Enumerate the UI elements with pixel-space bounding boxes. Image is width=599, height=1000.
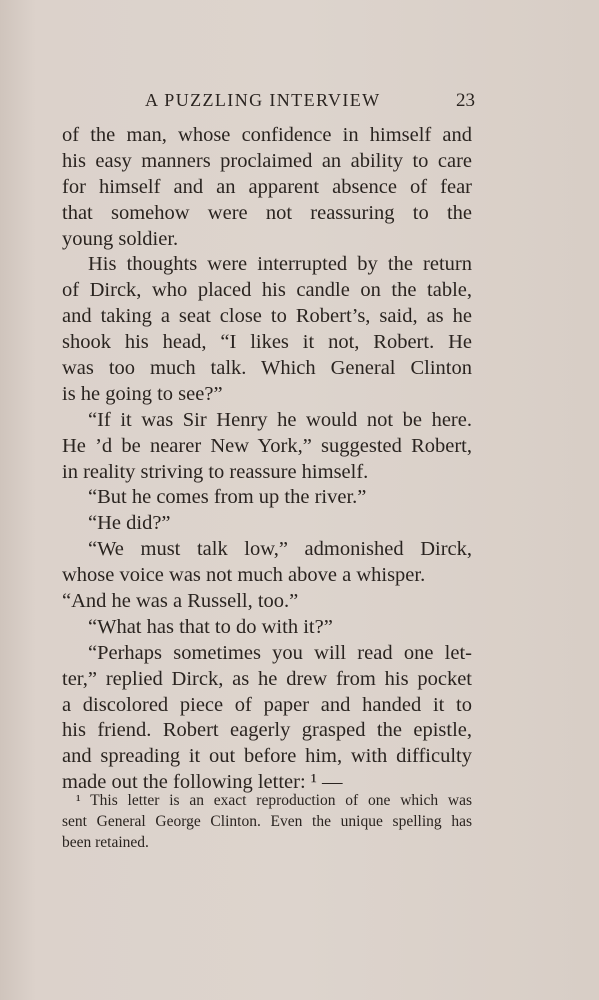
- running-title: A PUZZLING INTERVIEW: [145, 90, 381, 110]
- text-line: “Perhaps sometimes you will read one let-: [88, 641, 472, 664]
- text-line: made out the following letter: ¹ —: [62, 771, 343, 794]
- text-line: his easy manners proclaimed an ability to care: [62, 149, 472, 172]
- text-line: “He did?”: [88, 512, 171, 535]
- text-line: a discolored piece of paper and handed it to: [62, 693, 472, 716]
- text-line: for himself and an apparent absence of fear: [62, 175, 472, 198]
- text-line: “If it was Sir Henry he would not be here.: [88, 408, 472, 431]
- text-line: in reality striving to reassure himself.: [62, 460, 369, 483]
- text-line: “What has that to do with it?”: [88, 615, 333, 638]
- footnote-line: ¹ This letter is an exact reproduction of one which was: [76, 792, 472, 809]
- text-line: ter,” replied Dirck, as he drew from his pocket: [62, 667, 472, 690]
- text-line: that somehow were not reassuring to the: [62, 201, 472, 224]
- text-line: and spreading it out before him, with difficulty: [62, 745, 472, 768]
- text-line: shook his head, “I likes it not, Robert. He: [62, 331, 472, 354]
- footnote: [62, 790, 472, 853]
- text-line: of the man, whose confidence in himself and: [62, 124, 472, 146]
- text-line: “We must talk low,” admonished Dirck,: [88, 538, 472, 561]
- footnote-line: sent General George Clinton. Even the unique spelling has: [62, 813, 472, 830]
- text-line: was too much talk. Which General Clinton: [62, 357, 472, 380]
- text-line: and taking a seat close to Robert’s, said, as he: [62, 305, 472, 328]
- text-line: is he going to see?”: [62, 382, 223, 405]
- text-line: “But he comes from up the river.”: [88, 486, 367, 509]
- text-line: His thoughts were interrupted by the return: [88, 253, 472, 276]
- text-line: young soldier.: [62, 227, 179, 250]
- text-line: He ’d be nearer New York,” suggested Robert,: [62, 434, 472, 457]
- text-line: his friend. Robert eagerly grasped the epistle,: [62, 719, 472, 742]
- text-line: whose voice was not much above a whisper.: [62, 564, 426, 587]
- page-number: 23: [456, 90, 475, 111]
- footnote-line: been retained.: [62, 834, 149, 851]
- text-line: of Dirck, who placed his candle on the table,: [62, 279, 472, 302]
- text-line: “And he was a Russell, too.”: [62, 590, 299, 613]
- running-head: [60, 90, 475, 114]
- body-text: [62, 123, 472, 796]
